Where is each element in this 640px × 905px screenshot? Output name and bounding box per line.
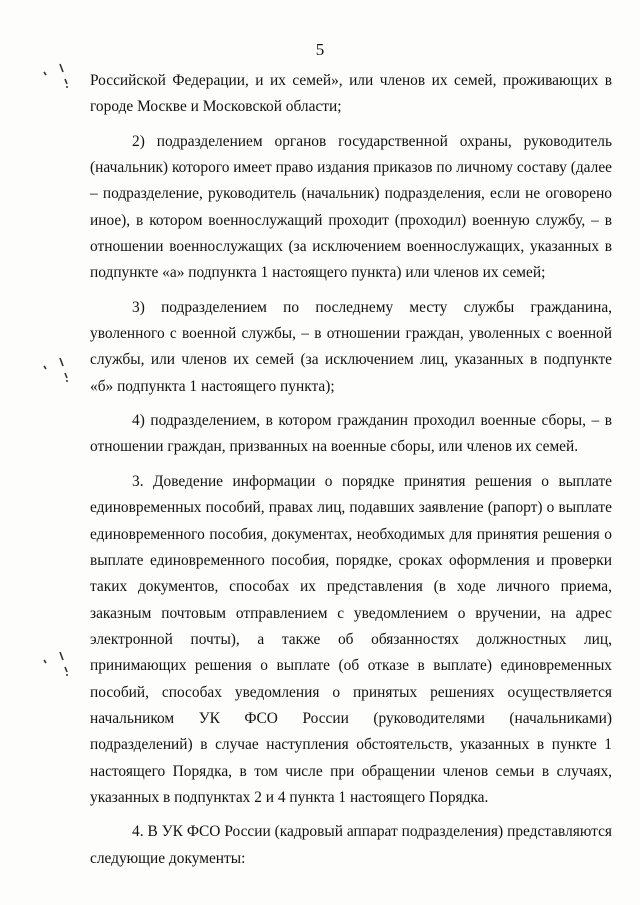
paragraph-item-4: 4) подразделением, в котором гражданин проходил военные сборы, – в отношении граждан, призванных на военные сборы, или членов их семей. bbox=[90, 412, 612, 456]
paragraph-section-3: 3. Доведение информации о порядке принятия решения о выплате единовременных пособий, правах лиц, подавших заявление (рапорт) о выплате единовременного пособия, документах, необходимых для принятия решения о выплате единовременного пособия, порядке, сроках оформления и проверки таких документов, способах их представления (в ходе личного приема, заказным почтовым отправлением с уведомлением о вручении, на адрес электронной почты), а также об обязанностях должностных лиц, принимающих решения о выплате (об отказе в выплате) единовременных пособий, способах уведомления о принятых решениях осуществляется начальником УК ФСО России (руководителями (начальниками) подразделений) в случае наступления обстоятельств, указанных в пункте 1 настоящего Порядка, в том числе при обращении членов семьи в случаях, указанных в подпунктах 2 и 4 пункта 1 настоящего Порядка. bbox=[90, 472, 612, 806]
binding-hole-mark-icon bbox=[40, 650, 74, 680]
paragraph-section-4: 4. В УК ФСО России (кадровый аппарат подразделения) представляются следующие документы: bbox=[90, 823, 612, 867]
paragraph-item-3: 3) подразделением по последнему месту службы гражданина, уволенного с военной службы, – в отношении граждан, уволенных с военной службы, или членов их семей (за исключением лиц, указанных в подпункте «б» подпункта 1 настоящего пункта); bbox=[90, 298, 612, 395]
document-body bbox=[90, 68, 612, 872]
paragraph-item-2: 2) подразделением органов государственной охраны, руководитель (начальник) которого имеет право издания приказов по личному составу (далее – подразделение, руководитель (начальник) подразделения, если не оговорено иное), в котором военнослужащий проходит (проходил) военную службу, – в отношении военнослужащих (за исключением военнослужащих, указанных в подпункте «а» подпункта 1 настоящего пункта) или членов их семей; bbox=[90, 132, 612, 282]
page-number: 5 bbox=[315, 40, 325, 59]
binding-hole-mark-icon bbox=[40, 356, 74, 386]
binding-hole-mark-icon bbox=[40, 62, 74, 92]
paragraph-continuation: Российской Федерации, и их семей», или членов их семей, проживающих в городе Москве и Московской области; bbox=[90, 72, 612, 116]
